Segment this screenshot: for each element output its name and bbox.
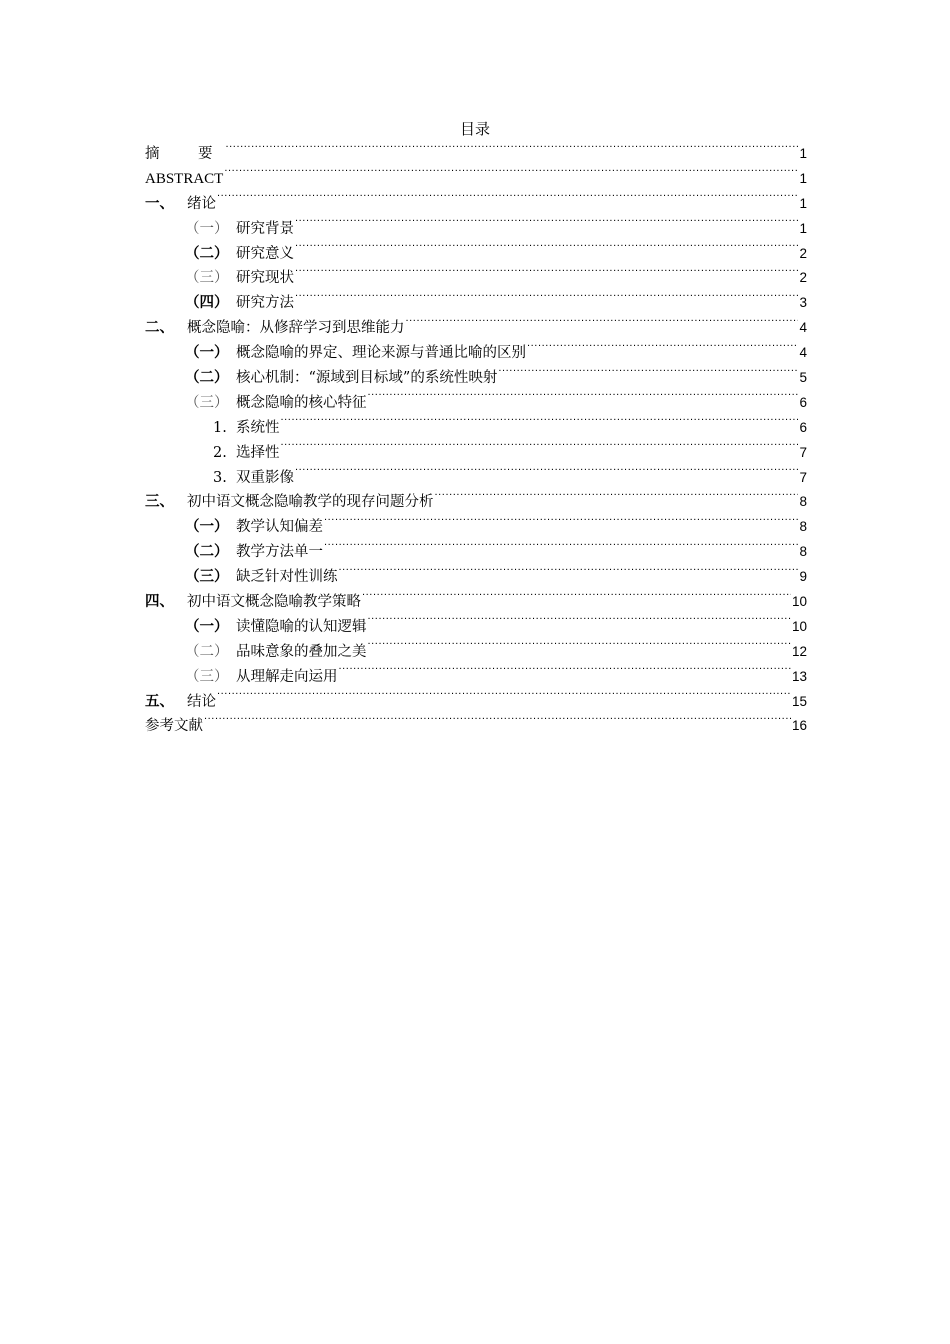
toc-leader-dots <box>217 690 791 702</box>
toc-entry-number: （三） <box>185 270 229 287</box>
toc-entry-abstract-cn[interactable] <box>145 142 807 167</box>
toc-entry-2-3-3[interactable] <box>145 466 807 491</box>
toc-entry-number: 五、 <box>145 692 174 710</box>
toc-entry-label: 核心机制：“源域到目标域”的系统性映射 <box>236 370 498 387</box>
toc-leader-dots <box>324 515 798 527</box>
toc-leader-dots <box>295 217 798 229</box>
toc-page-number: 16 <box>791 718 807 734</box>
toc-entry-abstract-en[interactable] <box>145 167 807 192</box>
toc-entry-1-2[interactable] <box>145 242 807 267</box>
toc-entry-label: 教学认知偏差 <box>236 519 323 536</box>
toc-entry-number: （二） <box>185 643 229 660</box>
toc-page-number: 6 <box>799 394 807 410</box>
toc-page-number: 1 <box>799 146 807 161</box>
toc-leader-dots <box>295 266 798 278</box>
toc-leader-dots <box>339 565 799 577</box>
toc-entry-label: 研究意义 <box>236 245 294 262</box>
toc-leader-dots <box>226 142 799 154</box>
toc-page-number: 2 <box>799 245 807 261</box>
toc-entry-label: 教学方法单一 <box>236 544 323 561</box>
toc-entry-1-1[interactable] <box>145 217 807 242</box>
toc-leader-dots <box>281 416 799 428</box>
toc-entry-number: （三） <box>185 394 229 411</box>
toc-entry-chapter-3[interactable] <box>145 490 807 515</box>
toc-entry-label: 研究方法 <box>236 295 294 312</box>
toc-page-number: 15 <box>791 693 807 709</box>
toc-entry-number: （四） <box>185 294 229 312</box>
toc-leader-dots <box>406 316 799 328</box>
toc-entry-references[interactable] <box>145 714 807 739</box>
table-of-contents <box>145 142 807 739</box>
toc-entry-3-3[interactable] <box>145 565 807 590</box>
toc-entry-label: 概念隐喻：从修辞学习到思维能力 <box>187 320 405 337</box>
toc-entry-label: 读懂隐喻的认知逻辑 <box>236 618 367 635</box>
toc-title: 目录 <box>459 120 490 138</box>
toc-leader-dots <box>224 167 798 179</box>
toc-entry-label: 结论 <box>187 693 216 710</box>
toc-entry-label: 概念隐喻的界定、理论来源与普通比喻的区别 <box>236 345 526 362</box>
toc-entry-number: 四、 <box>145 593 174 611</box>
toc-entry-2-3[interactable] <box>145 391 807 416</box>
toc-entry-number: （一） <box>185 344 229 362</box>
toc-leader-dots <box>368 391 799 403</box>
toc-entry-label: 双重影像 <box>236 469 294 486</box>
toc-entry-number: 三、 <box>145 493 174 511</box>
toc-entry-chapter-4[interactable] <box>145 590 807 615</box>
toc-leader-dots <box>368 615 791 627</box>
toc-entry-label: 品味意象的叠加之美 <box>236 643 367 660</box>
toc-page-number: 1 <box>799 195 807 211</box>
toc-entry-label: 系统性 <box>236 419 280 436</box>
toc-entry-label: 缺乏针对性训练 <box>236 569 338 586</box>
toc-entry-label: 参考文献 <box>145 718 203 735</box>
toc-page-number: 7 <box>799 444 807 460</box>
toc-leader-dots <box>217 192 798 204</box>
toc-page-number: 8 <box>799 544 807 560</box>
toc-page-number: 10 <box>791 594 807 610</box>
toc-entry-label: ABSTRACT <box>145 170 224 187</box>
toc-entry-4-2[interactable] <box>145 640 807 665</box>
toc-leader-dots <box>368 640 791 652</box>
toc-entry-number: （二） <box>185 244 229 262</box>
toc-leader-dots <box>281 441 799 453</box>
toc-entry-1-4[interactable] <box>145 291 807 316</box>
toc-leader-dots <box>324 540 798 552</box>
toc-leader-dots <box>435 490 799 502</box>
toc-page-number: 4 <box>799 320 807 336</box>
toc-page-number: 3 <box>799 295 807 311</box>
toc-leader-dots <box>362 590 791 602</box>
toc-entry-number: （二） <box>185 543 229 561</box>
toc-entry-4-3[interactable] <box>145 665 807 690</box>
toc-entry-number: 2. <box>213 444 227 461</box>
toc-entry-chapter-1[interactable] <box>145 192 807 217</box>
toc-entry-number: （一） <box>185 220 229 237</box>
toc-entry-number: 1. <box>213 419 227 436</box>
toc-page-number: 1 <box>799 170 807 186</box>
toc-entry-label: 初中语文概念隐喻教学的现存问题分析 <box>187 494 434 511</box>
toc-page-number: 10 <box>791 618 807 634</box>
toc-page-number: 7 <box>799 469 807 485</box>
toc-page-number: 8 <box>799 494 807 510</box>
toc-leader-dots <box>204 714 791 726</box>
toc-entry-number: （三） <box>185 668 229 685</box>
toc-page-number: 9 <box>799 569 807 585</box>
toc-leader-dots <box>295 466 798 478</box>
toc-entry-label: 摘 要 <box>145 146 225 162</box>
toc-entry-chapter-2[interactable] <box>145 316 807 341</box>
toc-entry-number: 二、 <box>145 319 174 337</box>
toc-leader-dots <box>295 242 798 254</box>
toc-page-number: 13 <box>791 668 807 684</box>
toc-page-number: 12 <box>791 643 807 659</box>
toc-entry-number: （二） <box>185 369 229 387</box>
toc-entry-chapter-5[interactable] <box>145 690 807 715</box>
toc-entry-label: 选择性 <box>236 444 280 461</box>
toc-entry-2-3-1[interactable] <box>145 416 807 441</box>
toc-entry-3-2[interactable] <box>145 540 807 565</box>
toc-page-number: 6 <box>799 419 807 435</box>
toc-page-number: 1 <box>799 220 807 236</box>
toc-entry-2-2[interactable] <box>145 366 807 391</box>
toc-entry-number: （三） <box>185 568 229 586</box>
toc-entry-3-1[interactable] <box>145 515 807 540</box>
toc-page-number: 2 <box>799 270 807 286</box>
toc-page-number: 8 <box>799 519 807 535</box>
toc-entry-2-3-2[interactable] <box>145 441 807 466</box>
toc-entry-label: 初中语文概念隐喻教学策略 <box>187 594 361 611</box>
toc-leader-dots <box>295 291 798 303</box>
toc-page-number: 5 <box>799 370 807 386</box>
toc-entry-label: 概念隐喻的核心特征 <box>236 394 367 411</box>
toc-entry-2-1[interactable] <box>145 341 807 366</box>
toc-entry-number: 一、 <box>145 194 174 212</box>
toc-entry-label: 绪论 <box>187 195 216 212</box>
toc-leader-dots <box>527 341 798 353</box>
toc-page-number: 4 <box>799 345 807 361</box>
toc-entry-label: 研究现状 <box>236 270 294 287</box>
toc-entry-label: 从理解走向运用 <box>236 668 338 685</box>
toc-entry-1-3[interactable] <box>145 266 807 291</box>
toc-leader-dots <box>498 366 798 378</box>
toc-entry-number: （一） <box>185 518 229 536</box>
toc-leader-dots <box>339 665 791 677</box>
toc-entry-label: 研究背景 <box>236 220 294 237</box>
toc-entry-4-1[interactable] <box>145 615 807 640</box>
toc-entry-number: （一） <box>185 617 229 635</box>
toc-entry-number: 3. <box>213 469 227 486</box>
